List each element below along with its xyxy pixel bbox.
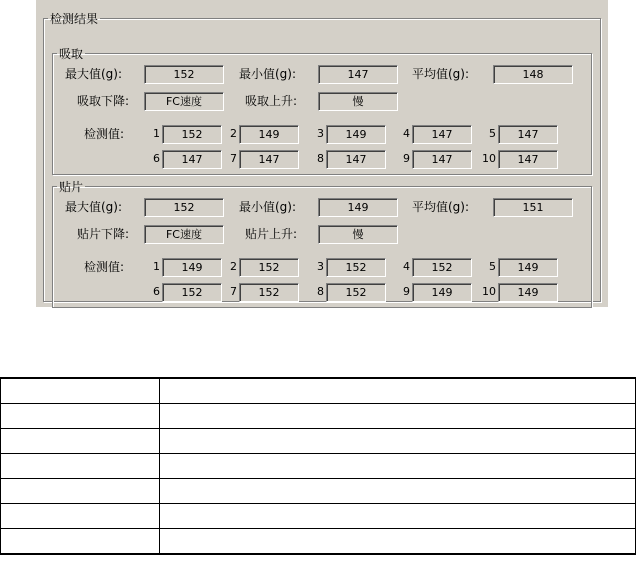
patch-down-value: FC速度 [144, 225, 224, 244]
detection-results-dialog [36, 0, 608, 307]
patch-min-label: 最小值(g): [239, 200, 297, 214]
table-cell [1, 404, 160, 429]
detection-results-title: 检测结果 [50, 12, 99, 26]
table-row [1, 529, 636, 555]
patch-reading-value: 149 [498, 283, 558, 302]
absorb-reading-value: 149 [239, 125, 299, 144]
patch-reading-value: 149 [412, 283, 472, 302]
patch-reading-value: 152 [162, 283, 222, 302]
absorb-down-value: FC速度 [144, 92, 224, 111]
blank-table [0, 377, 636, 555]
absorb-reading-index: 9 [403, 152, 410, 165]
patch-reading-index: 4 [403, 260, 410, 273]
patch-reading-index: 5 [489, 260, 496, 273]
detection-results-group [43, 10, 601, 302]
patch-reading-index: 1 [153, 260, 160, 273]
table-cell [1, 479, 160, 504]
table-row [1, 479, 636, 504]
patch-max-label: 最大值(g): [65, 200, 123, 214]
absorb-avg-label: 平均值(g): [412, 67, 470, 81]
table-cell [160, 454, 636, 479]
table-row [1, 454, 636, 479]
table-cell [160, 504, 636, 529]
absorb-down-label: 吸取下降: [77, 94, 130, 108]
absorb-reading-index: 10 [482, 152, 496, 165]
table-cell [160, 529, 636, 555]
patch-reading-value: 149 [498, 258, 558, 277]
absorb-reading-index: 7 [230, 152, 237, 165]
patch-reading-value: 149 [162, 258, 222, 277]
absorb-group-title: 吸取 [59, 47, 84, 61]
table-row [1, 378, 636, 404]
patch-reading-value: 152 [239, 258, 299, 277]
absorb-reading-index: 1 [153, 127, 160, 140]
table-cell [1, 429, 160, 454]
table-cell [1, 454, 160, 479]
absorb-reading-value: 147 [326, 150, 386, 169]
patch-reading-index: 3 [317, 260, 324, 273]
absorb-reading-value: 147 [239, 150, 299, 169]
patch-avg-label: 平均值(g): [412, 200, 470, 214]
patch-max-value: 152 [144, 198, 224, 217]
table-cell [160, 404, 636, 429]
absorb-detect-label: 检测值: [84, 127, 125, 141]
patch-up-label: 贴片上升: [245, 227, 298, 241]
absorb-up-value: 慢 [318, 92, 398, 111]
absorb-reading-index: 3 [317, 127, 324, 140]
absorb-reading-value: 147 [498, 125, 558, 144]
patch-detect-label: 检测值: [84, 260, 125, 274]
table-cell [1, 378, 160, 404]
absorb-reading-index: 8 [317, 152, 324, 165]
absorb-reading-value: 147 [412, 150, 472, 169]
absorb-reading-value: 149 [326, 125, 386, 144]
absorb-reading-index: 2 [230, 127, 237, 140]
patch-reading-index: 2 [230, 260, 237, 273]
absorb-max-value: 152 [144, 65, 224, 84]
absorb-reading-value: 147 [162, 150, 222, 169]
table-cell [1, 529, 160, 555]
absorb-reading-index: 4 [403, 127, 410, 140]
absorb-up-label: 吸取上升: [245, 94, 298, 108]
absorb-reading-index: 5 [489, 127, 496, 140]
table-cell [160, 479, 636, 504]
patch-group [52, 178, 592, 308]
patch-reading-value: 152 [412, 258, 472, 277]
patch-avg-value: 151 [493, 198, 573, 217]
absorb-min-value: 147 [318, 65, 398, 84]
table-row [1, 429, 636, 454]
absorb-group [52, 45, 592, 175]
absorb-reading-value: 152 [162, 125, 222, 144]
patch-up-value: 慢 [318, 225, 398, 244]
patch-reading-index: 7 [230, 285, 237, 298]
patch-reading-value: 152 [326, 258, 386, 277]
table-cell [160, 429, 636, 454]
absorb-reading-index: 6 [153, 152, 160, 165]
patch-reading-index: 8 [317, 285, 324, 298]
absorb-avg-value: 148 [493, 65, 573, 84]
patch-min-value: 149 [318, 198, 398, 217]
table-cell [1, 504, 160, 529]
patch-down-label: 贴片下降: [77, 227, 130, 241]
absorb-max-label: 最大值(g): [65, 67, 123, 81]
patch-reading-index: 10 [482, 285, 496, 298]
patch-group-title: 贴片 [59, 180, 84, 194]
patch-reading-index: 6 [153, 285, 160, 298]
patch-reading-index: 9 [403, 285, 410, 298]
table-row [1, 404, 636, 429]
patch-reading-value: 152 [239, 283, 299, 302]
patch-reading-value: 152 [326, 283, 386, 302]
absorb-reading-value: 147 [498, 150, 558, 169]
absorb-reading-value: 147 [412, 125, 472, 144]
table-row [1, 504, 636, 529]
table-cell [160, 378, 636, 404]
absorb-min-label: 最小值(g): [239, 67, 297, 81]
